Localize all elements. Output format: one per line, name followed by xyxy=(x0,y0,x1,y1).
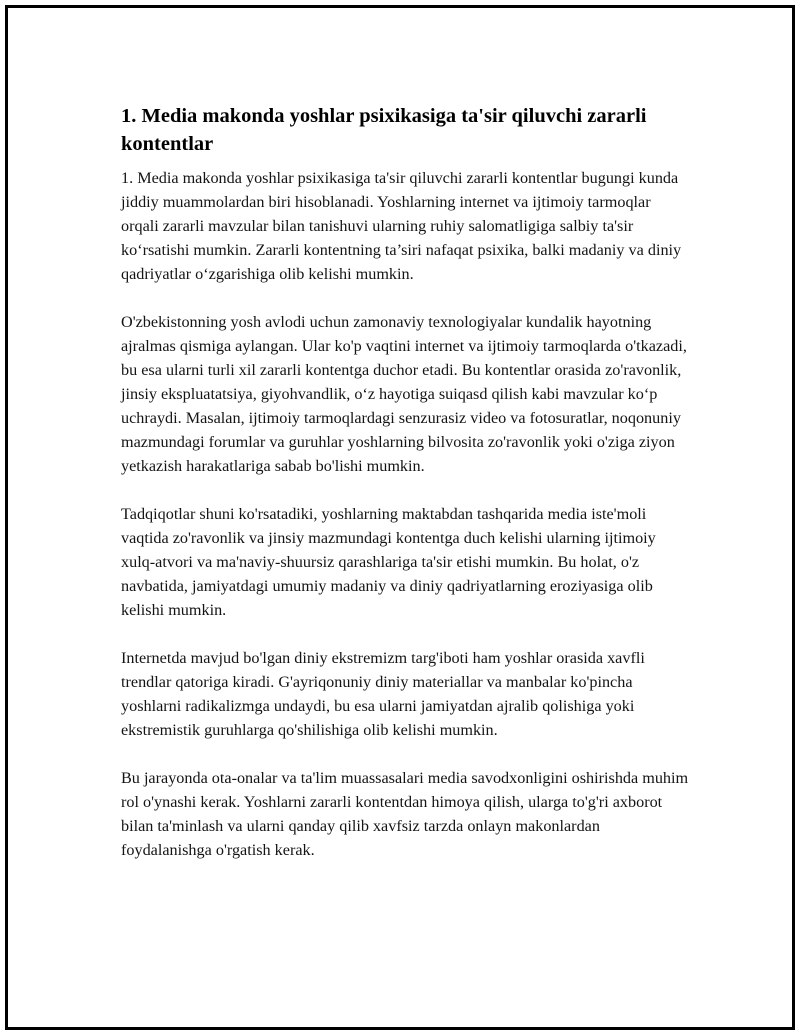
paragraph-4: Internetda mavjud bo'lgan diniy ekstremizm targ'iboti ham yoshlar orasida xavfli trendlar qatoriga kiradi. G'ayriqonuniy diniy materiallar va manbalar ko'pincha yoshlarni radikalizmga undaydi, bu esa ularni jamiyatdan ajralib qolishiga yoki ekstremistik guruhlarga qo'shilishiga olib kelishi mumkin. xyxy=(121,649,645,739)
paragraph-5: Bu jarayonda ota-onalar va ta'lim muassasalari media savodxonligini oshirishda muhim rol o'ynashi kerak. Yoshlarni zararli kontentdan himoya qilish, ularga to'g'ri axborot bilan ta'minlash va ularni qanday qilib xavfsiz tarzda onlayn makonlardan foydalanishga o'rgatish kerak. xyxy=(121,769,689,859)
paragraph-3: Tadqiqotlar shuni ko'rsatadiki, yoshlarning maktabdan tashqarida media iste'moli vaqtida zo'ravonlik va jinsiy mazmundagi kontentga duch kelishi ularning ijtimoiy xulq-atvori va ma'naviy-shuursiz qarashlariga ta'sir etishi mumkin. Bu holat, o'z navbatida, jamiyatdagi umumiy madaniy va diniy qadriyatlarning eroziyasiga olib kelishi mumkin. xyxy=(121,505,656,619)
document-title: 1. Media makonda yoshlar psixikasiga ta'sir qiluvchi zararli kontentlar xyxy=(121,105,647,155)
paragraph-1: 1. Media makonda yoshlar psixikasiga ta'sir qiluvchi zararli kontentlar bugungi kunda jiddiy muammolardan biri hisoblanadi. Yoshlarning internet va ijtimoiy tarmoqlar orqali zararli mavzular bilan tanishuvi ularning ruhiy salomatligiga salbiy ta'sir ko‘rsatishi mumkin. Zararli kontentning ta’siri nafaqat psixika, balki madaniy va diniy qadriyatlar o‘zgarishiga olib kelishi mumkin. xyxy=(121,169,682,283)
paragraph-2: O'zbekistonning yosh avlodi uchun zamonaviy texnologiyalar kundalik hayotning ajralmas qismiga aylangan. Ular ko'p vaqtini internet va ijtimoiy tarmoqlarda o'tkazadi, bu esa ularni turli xil zararli kontentga duchor etadi. Bu kontentlar orasida zo'ravonlik, jinsiy ekspluatatsiya, giyohvandlik, o‘z hayotiga suiqasd qilish kabi mavzular ko‘p uchraydi. Masalan, ijtimoiy tarmoqlardagi senzurasiz video va fotosuratlar, noqonuniy mazmundagi forumlar va guruhlar yoshlarning bilvosita zo'ravonlik yoki o'ziga ziyon yetkazish harakatlariga sabab bo'lishi mumkin. xyxy=(121,313,687,475)
page-frame xyxy=(5,5,795,1030)
document-body xyxy=(121,102,691,886)
